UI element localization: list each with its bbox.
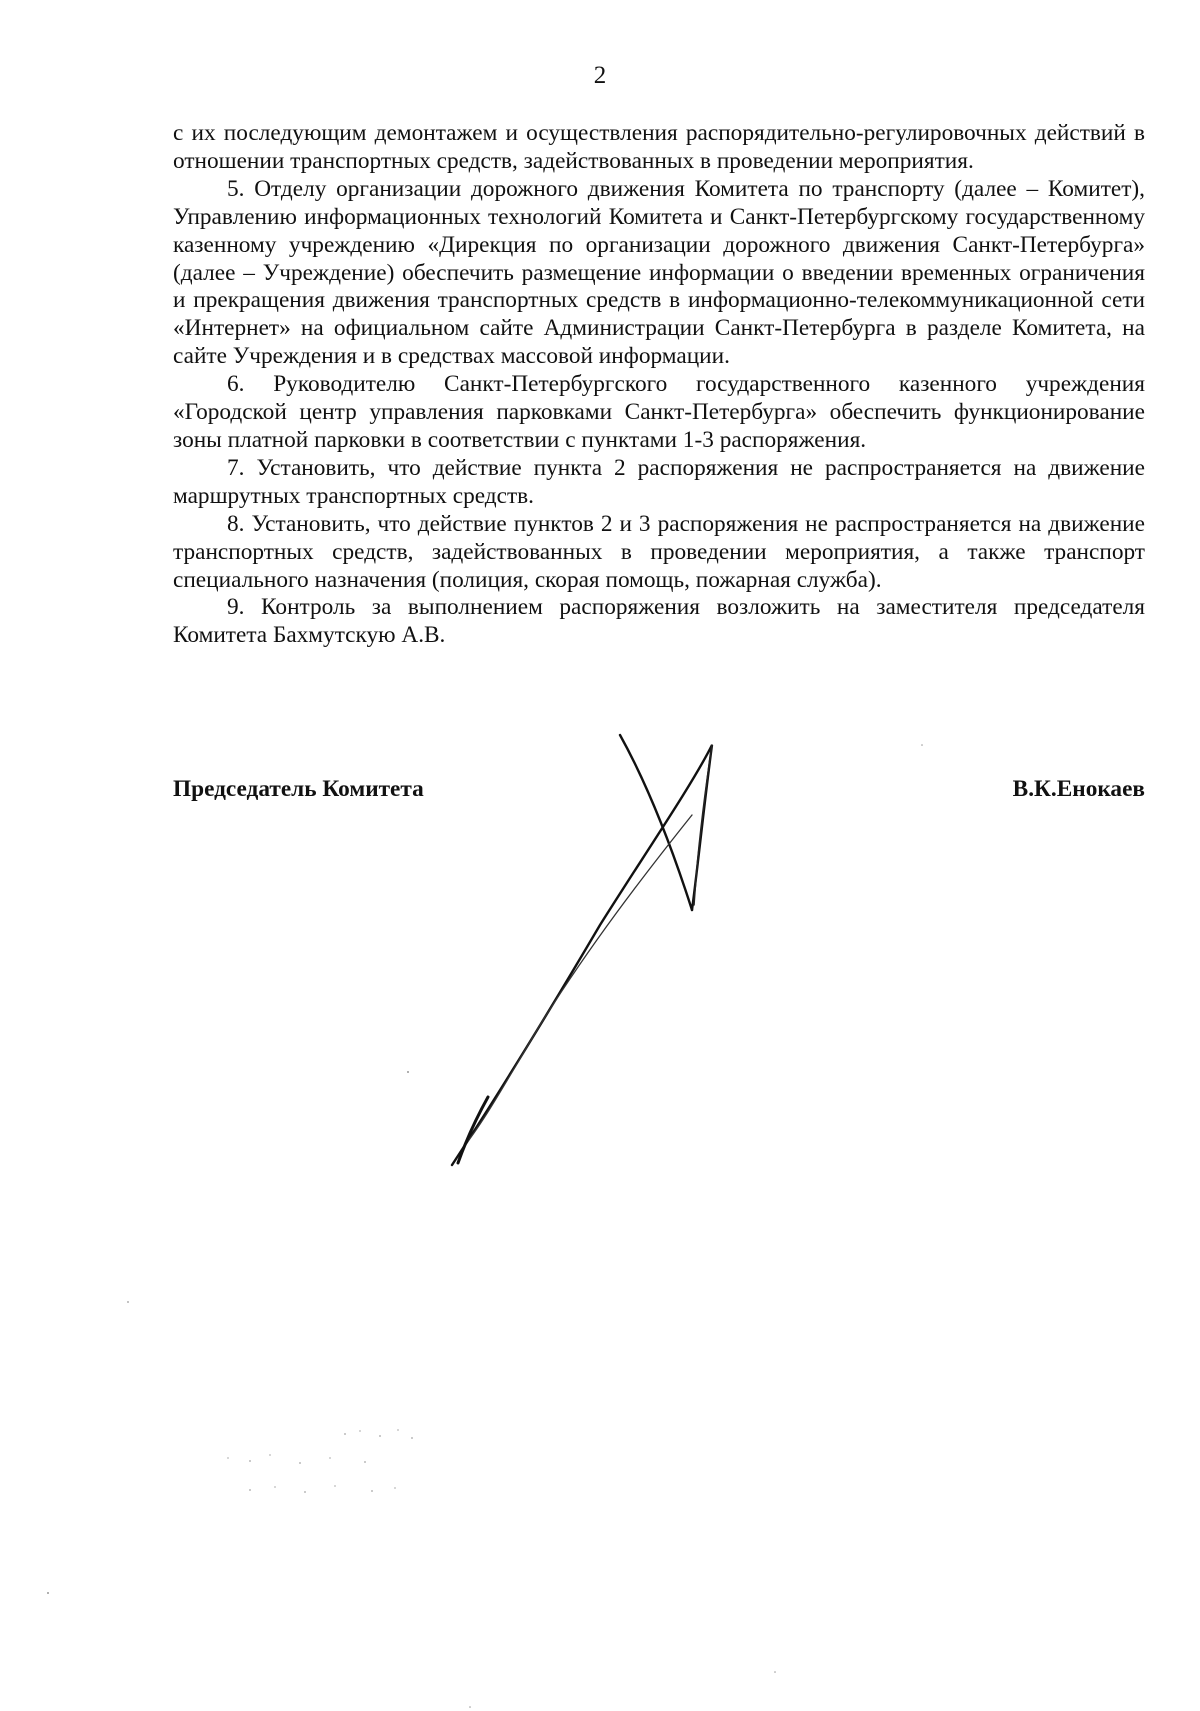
body-text [173,120,1145,650]
page-number: 2 [593,62,607,89]
paragraph-8: 8. Установить, что действие пунктов 2 и 3 распоряжения не распространяется на движение транспортных средств, задействованных в проведении мероприятия, а также транспорт специального назначения (полиция, скорая помощь, пожарная служба). [173,510,1145,593]
paragraph-7: 7. Установить, что действие пункта 2 распоряжения не распространяется на движение маршрутных транспортных средств. [173,454,1145,509]
paragraph-continuation: с их последующим демонтажем и осуществления распорядительно-регулировочных действий в отношении транспортных средств, задействованных в проведении мероприятия. [173,120,1145,174]
handwritten-signature [430,725,750,1185]
paragraph-9: 9. Контроль за выполнением распоряжения возложить на заместителя председателя Комитета Бахмутскую А.В. [173,594,1145,649]
signatory-position: Председатель Комитета [173,776,424,802]
paragraph-6: 6. Руководителю Санкт-Петербургского государственного казенного учреждения «Городской центр управления парковками Санкт-Петербурга» обеспечить функционирование зоны платной парковки в соответствии с пунктами 1-3 распоряжения. [173,371,1145,453]
signatory-name: В.К.Енокаев [1012,776,1145,802]
paragraph-5: 5. Отделу организации дорожного движения Комитета по транспорту (далее – Комитет), Управлению информационных технологий Комитета и Санкт-Петербургскому государственному казенному учреждению «Дирекция по организации дорожного движения Санкт-Петербурга» (далее – Учреждение) обеспечить размещение информации о введении временных ограничения и прекращения движения транспортных средств в информационно-телекоммуникационной сети «Интернет» на официальном сайте Администрации Санкт-Петербурга в разделе Комитета, на сайте Учреждения и в средствах массовой информации. [173,175,1145,370]
